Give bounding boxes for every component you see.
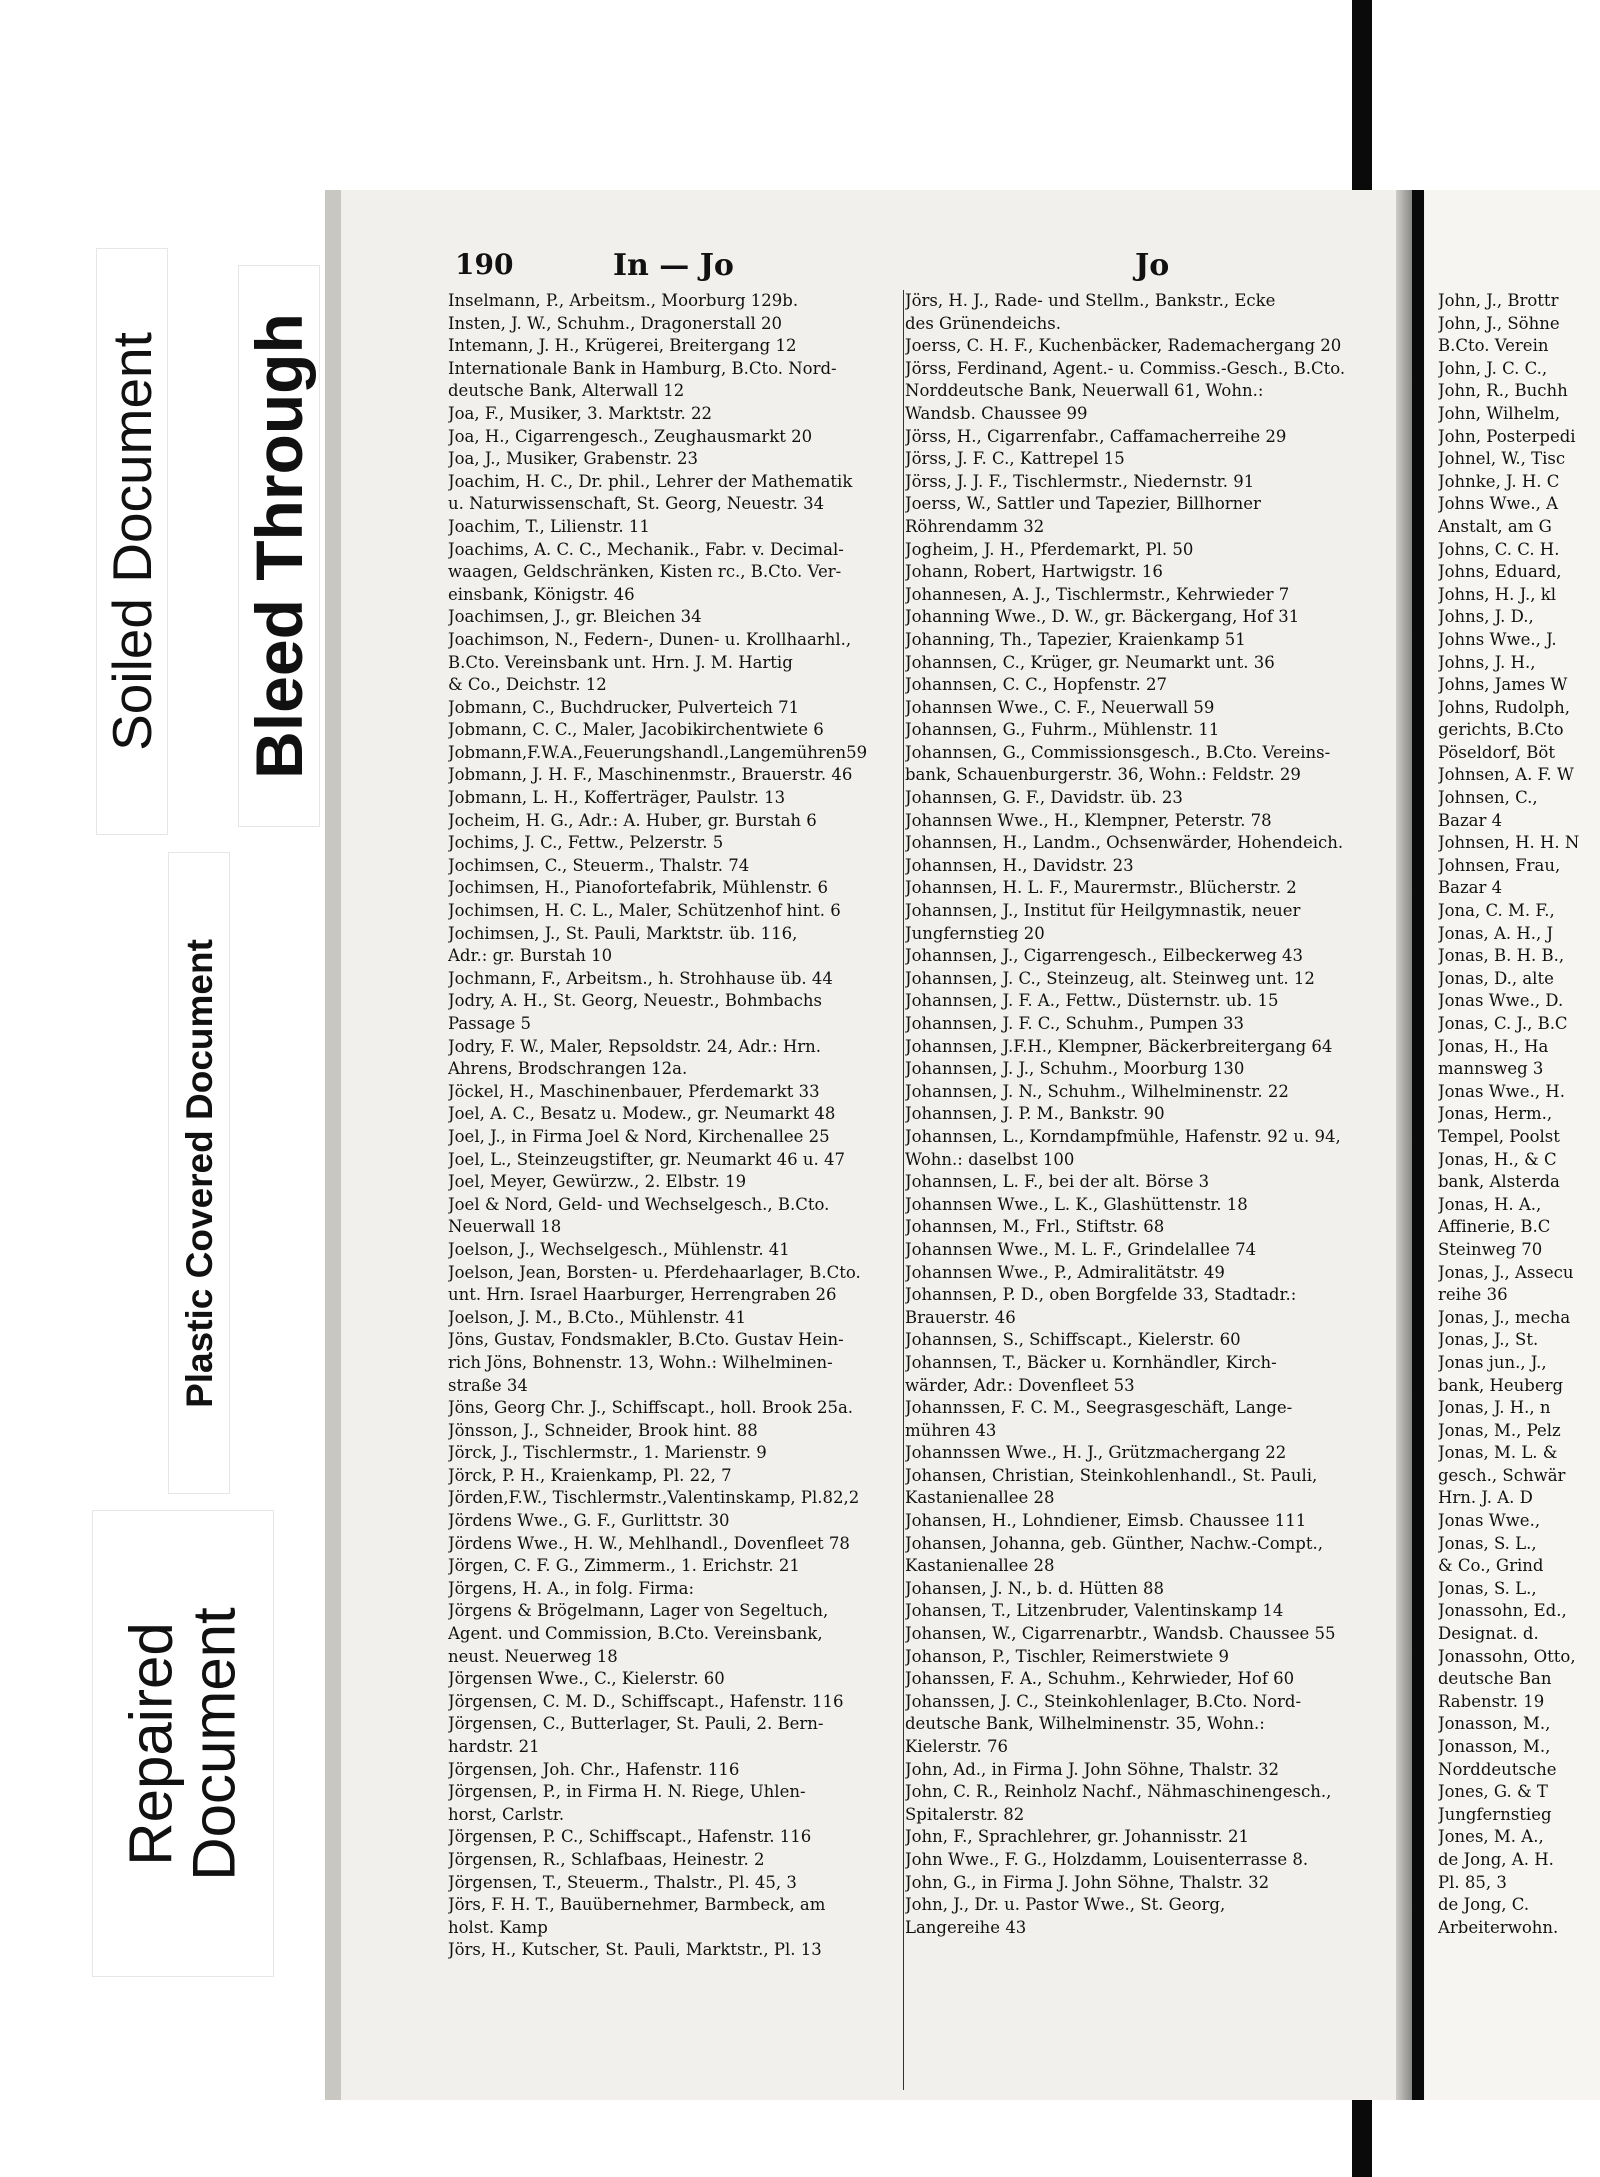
middle-column [905, 290, 1355, 1939]
directory-entry: Johnsen, C., [1438, 788, 1538, 808]
directory-entry: Steinweg 70 [1438, 1239, 1543, 1259]
directory-entry: Joelson, J., Wechselgesch., Mühlenstr. 41 [448, 1239, 790, 1259]
directory-entry: deutsche Bank, Wilhelminenstr. 35, Wohn.: [905, 1714, 1265, 1734]
directory-entry: Jörgensen, P. C., Schiffscapt., Hafenstr. 116 [448, 1827, 812, 1847]
directory-entry: Tempel, Poolst [1438, 1126, 1560, 1146]
directory-entry: Joel & Nord, Geld- und Wechselgesch., B.Cto. [448, 1194, 830, 1214]
directory-entry: Joachims, A. C. C., Mechanik., Fabr. v. Decimal- [448, 539, 844, 559]
directory-entry: Joa, J., Musiker, Grabenstr. 23 [448, 449, 699, 469]
soiled-document-text: Soiled Document [100, 332, 163, 751]
directory-entry: Jonas, J., Assecu [1438, 1262, 1574, 1282]
directory-entry: Jonas, S. L., [1438, 1578, 1537, 1598]
directory-entry: Jörgen, C. F. G., Zimmerm., 1. Erichstr. 21 [448, 1556, 800, 1576]
directory-entry: Johannssen Wwe., H. J., Grützmachergang 22 [905, 1443, 1287, 1463]
directory-entry: Rabenstr. 19 [1438, 1691, 1545, 1711]
directory-entry: Jörgensen, T., Steuerm., Thalstr., Pl. 45, 3 [448, 1872, 797, 1892]
directory-entry: Jonas Wwe., D. [1438, 991, 1564, 1011]
directory-entry: Designat. d. [1438, 1624, 1539, 1644]
directory-entry: Joachimson, N., Federn-, Dunen- u. Krollhaarhl., [448, 629, 852, 649]
directory-entry: Johannsen Wwe., H., Klempner, Peterstr. 78 [905, 810, 1272, 830]
directory-entry: Johannsen, J., Cigarrengesch., Eilbeckerweg 43 [905, 946, 1304, 966]
directory-entry: Jonassohn, Otto, [1438, 1646, 1576, 1666]
directory-entry: Johannsen, J. P. M., Bankstr. 90 [905, 1104, 1165, 1124]
directory-entry: Jona, C. M. F., [1438, 901, 1555, 921]
directory-entry: gerichts, B.Cto [1438, 720, 1564, 740]
directory-entry: Norddeutsche [1438, 1759, 1557, 1779]
directory-entry: Anstalt, am G [1438, 516, 1552, 536]
directory-entry: Joa, F., Musiker, 3. Marktstr. 22 [448, 403, 712, 423]
directory-entry: Jörgensen, C., Butterlager, St. Pauli, 2. Bern- [448, 1714, 824, 1734]
directory-entry: Jörs, H. J., Rade- und Stellm., Bankstr., Ecke [905, 291, 1276, 310]
directory-entry: John, J. C. C., [1438, 358, 1548, 378]
directory-entry: Johanning, Th., Tapezier, Kraienkamp 51 [905, 629, 1246, 649]
directory-entry: waagen, Geldschränken, Kisten rc., B.Cto. Ver- [448, 562, 842, 582]
directory-entry: Johns, James W [1438, 675, 1568, 695]
directory-entry: de Jong, A. H. [1438, 1849, 1554, 1869]
directory-entry: Johanssen, F. A., Schuhm., Kehrwieder, Hof 60 [905, 1669, 1295, 1689]
directory-entry: B.Cto. Verein [1438, 336, 1549, 356]
directory-entry: Jochimsen, H. C. L., Maler, Schützenhof hint. 6 [448, 901, 841, 921]
column-divider [903, 290, 904, 2090]
directory-entry: Jonas, H., Ha [1438, 1036, 1549, 1056]
directory-entry: Agent. und Commission, B.Cto. Vereinsbank, [448, 1624, 823, 1644]
directory-entry: Jochimsen, J., St. Pauli, Marktstr. üb. 116, [448, 923, 798, 943]
directory-entry: Johannsen, L. F., bei der alt. Börse 3 [905, 1172, 1210, 1192]
directory-entry: Jörss, J. F. C., Kattrepel 15 [905, 449, 1125, 469]
directory-entry: Pl. 85, 3 [1438, 1872, 1507, 1892]
directory-entry: Joel, J., in Firma Joel & Nord, Kirchenallee 25 [448, 1126, 830, 1146]
directory-entry: rich Jöns, Bohnenstr. 13, Wohn.: Wilhelminen- [448, 1352, 833, 1372]
directory-entry: Jonasson, M., [1438, 1737, 1551, 1756]
directory-entry: Jonas jun., J., [1438, 1352, 1547, 1372]
directory-entry: Johannsen, G. F., Davidstr. üb. 23 [905, 788, 1183, 808]
directory-entry: Jonas, H. A., [1438, 1194, 1542, 1214]
directory-entry: Jonas, Herm., [1438, 1104, 1553, 1124]
directory-entry: Jonas, M. L. & [1438, 1443, 1558, 1463]
directory-entry: Johnsen, H. H. N [1438, 833, 1580, 853]
soiled-document-label [96, 248, 168, 835]
directory-entry: Joelson, J. M., B.Cto., Mühlenstr. 41 [448, 1307, 747, 1327]
page-gutter [1412, 190, 1424, 2100]
directory-entry: & Co., Grind [1438, 1556, 1544, 1576]
directory-entry: Jonas, J., mecha [1438, 1307, 1571, 1327]
directory-entry: Johannsen, T., Bäcker u. Kornhändler, Kirch- [905, 1352, 1277, 1372]
directory-entry: John Wwe., F. G., Holzdamm, Louisenterrasse 8. [905, 1849, 1309, 1869]
directory-entry: Johnke, J. H. C [1438, 471, 1560, 491]
plastic-covered-text: Plastic Covered Document [178, 938, 220, 1408]
repaired-document-label [92, 1510, 274, 1977]
directory-entry: Insten, J. W., Schuhm., Dragonerstall 20 [448, 313, 783, 333]
directory-entry: Johansen, J. N., b. d. Hütten 88 [905, 1578, 1164, 1598]
directory-entry: Jonassohn, Ed., [1438, 1601, 1567, 1621]
directory-entry: Jonas, S. L., [1438, 1533, 1537, 1553]
directory-entry: Jobmann, C., Buchdrucker, Pulverteich 71 [448, 697, 800, 717]
directory-entry: Jonas, B. H. B., [1438, 946, 1565, 966]
directory-entry: Joa, H., Cigarrengesch., Zeughausmarkt 20 [448, 426, 813, 446]
directory-entry: Jörgensen, R., Schlafbaas, Heinestr. 2 [448, 1849, 765, 1869]
directory-entry: Jobmann,F.W.A.,Feuerungshandl.,Langemühren59 [448, 742, 868, 762]
directory-entry: Johns Wwe., J. [1438, 629, 1557, 649]
directory-entry: Jörgens & Brögelmann, Lager von Segeltuch, [448, 1601, 829, 1621]
directory-entry: Johannsen Wwe., C. F., Neuerwall 59 [905, 697, 1215, 717]
directory-entry: Jonas, J., St. [1438, 1330, 1539, 1350]
directory-entry: straße 34 [448, 1375, 528, 1395]
directory-entry: Joel, A. C., Besatz u. Modew., gr. Neumarkt 48 [448, 1104, 836, 1124]
directory-entry: Jonasson, M., [1438, 1714, 1551, 1734]
directory-entry: Jörss, J. J. F., Tischlermstr., Niedernstr. 91 [905, 471, 1255, 491]
directory-entry: Johannsen, H., Landm., Ochsenwärder, Hohendeich. [905, 833, 1344, 853]
directory-entry: Jobmann, J. H. F., Maschinenmstr., Brauerstr. 46 [448, 765, 853, 785]
directory-entry: Johns, J. H., [1438, 652, 1536, 672]
directory-entry: Johansen, Johanna, geb. Günther, Nachw.-Compt., [905, 1533, 1323, 1553]
directory-entry: Joachimsen, J., gr. Bleichen 34 [448, 607, 702, 627]
directory-entry: bank, Alsterda [1438, 1172, 1560, 1192]
directory-entry: deutsche Bank, Alterwall 12 [448, 381, 685, 401]
directory-entry: Joachim, T., Lilienstr. 11 [448, 516, 650, 536]
bleed-through-text: Bleed Through [242, 313, 316, 779]
directory-entry: Jonas, J. H., n [1438, 1398, 1551, 1418]
directory-entry: Jörgensen, C. M. D., Schiffscapt., Hafenstr. 116 [448, 1691, 844, 1711]
directory-entry: Brauerstr. 46 [905, 1307, 1016, 1327]
directory-entry: Jobmann, L. H., Kofferträger, Paulstr. 13 [448, 788, 786, 808]
page-title-range: In — Jo [613, 248, 734, 283]
directory-entry: John, Ad., in Firma J. John Söhne, Thalstr. 32 [905, 1759, 1280, 1779]
directory-entry: Johns, H. J., kl [1438, 584, 1556, 604]
directory-entry: John, G., in Firma J. John Söhne, Thalstr. 32 [905, 1872, 1270, 1892]
directory-entry: Johannsen, M., Frl., Stiftstr. 68 [905, 1217, 1165, 1237]
directory-entry: bank, Schauenburgerstr. 36, Wohn.: Feldstr. 29 [905, 765, 1301, 785]
directory-entry: Bazar 4 [1438, 810, 1503, 830]
directory-entry: Jonas, A. H., J [1438, 923, 1554, 943]
directory-entry: unt. Hrn. Israel Haarburger, Herrengraben 26 [448, 1285, 837, 1305]
directory-entry: Intemann, J. H., Krügerei, Breitergang 12 [448, 336, 797, 356]
directory-entry: Jörden,F.W., Tischlermstr.,Valentinskamp, Pl.82,2 [448, 1488, 860, 1508]
bleed-through-label [238, 265, 320, 827]
directory-entry: Johannsen Wwe., M. L. F., Grindelallee 74 [905, 1239, 1257, 1259]
directory-entry: Johannsen, J.F.H., Klempner, Bäckerbreitergang 64 [905, 1036, 1333, 1056]
directory-entry: reihe 36 [1438, 1285, 1508, 1305]
directory-entry: Johnel, W., Tisc [1438, 449, 1566, 469]
directory-entry: Jörgensen, P., in Firma H. N. Riege, Uhlen- [448, 1782, 806, 1802]
directory-entry: John, Wilhelm, [1438, 403, 1561, 423]
directory-entry: Jöckel, H., Maschinenbauer, Pferdemarkt 33 [448, 1081, 820, 1101]
directory-entry: Ahrens, Brodschrangen 12a. [448, 1059, 688, 1079]
directory-entry: de Jong, C. [1438, 1895, 1530, 1915]
directory-entry: Jördens Wwe., H. W., Mehlhandl., Dovenfleet 78 [448, 1533, 850, 1553]
directory-entry: Jörgens, H. A., in folg. Firma: [448, 1578, 695, 1598]
directory-entry: Johannsen, J. C., Steinzeug, alt. Steinweg unt. 12 [905, 968, 1315, 988]
directory-entry: Johns Wwe., A [1438, 494, 1559, 514]
directory-entry: Jodry, F. W., Maler, Repsoldstr. 24, Adr.: Hrn. [448, 1036, 822, 1056]
directory-entry: Johanson, P., Tischler, Reimerstwiete 9 [905, 1646, 1230, 1666]
directory-entry: John, J., Brottr [1438, 291, 1559, 310]
directory-entry: Jochims, J. C., Fettw., Pelzerstr. 5 [448, 833, 724, 853]
directory-entry: Johannsen, C. C., Hopfenstr. 27 [905, 675, 1167, 695]
directory-entry: Johannsen, L., Korndampfmühle, Hafenstr. 92 u. 94, [905, 1126, 1341, 1146]
directory-entry: gesch., Schwär [1438, 1465, 1566, 1485]
directory-entry: Johansen, Christian, Steinkohlenhandl., St. Pauli, [905, 1465, 1318, 1485]
next-page-column [1438, 290, 1600, 1939]
directory-entry: Jochmann, F., Arbeitsm., h. Strohhause üb. 44 [448, 968, 833, 988]
directory-entry: Joerss, W., Sattler und Tapezier, Billhorner [905, 494, 1261, 514]
directory-entry: Johanssen, J. C., Steinkohlenlager, B.Cto. Nord- [905, 1691, 1302, 1711]
directory-entry: neust. Neuerweg 18 [448, 1646, 618, 1666]
directory-entry: Jungfernstieg [1438, 1804, 1552, 1824]
directory-entry: Jodry, A. H., St. Georg, Neuestr., Bohmbachs [448, 991, 822, 1011]
directory-entry: B.Cto. Vereinsbank unt. Hrn. J. M. Hartig [448, 652, 793, 672]
plastic-covered-label [168, 852, 230, 1494]
directory-entry: holst. Kamp [448, 1917, 548, 1937]
directory-entry: u. Naturwissenschaft, St. Georg, Neuestr. 34 [448, 494, 825, 514]
directory-entry: Affinerie, B.C [1438, 1217, 1551, 1237]
directory-entry: Joerss, C. H. F., Kuchenbäcker, Rademachergang 20 [905, 336, 1342, 356]
directory-entry: des Grünendeichs. [905, 313, 1061, 333]
directory-entry: Internationale Bank in Hamburg, B.Cto. Nord- [448, 358, 837, 378]
directory-entry: Joelson, Jean, Borsten- u. Pferdehaarlager, B.Cto. [448, 1262, 861, 1282]
directory-entry: Johannsen, P. D., oben Borgfelde 33, Stadtadr.: [905, 1285, 1297, 1305]
directory-entry: John, F., Sprachlehrer, gr. Johannisstr. 21 [905, 1827, 1250, 1847]
directory-entry: Jörs, H., Kutscher, St. Pauli, Marktstr., Pl. 13 [448, 1940, 822, 1960]
directory-entry: Pöseldorf, Böt [1438, 742, 1555, 762]
directory-entry: Kastanienallee 28 [905, 1556, 1055, 1576]
directory-entry: Neuerwall 18 [448, 1217, 562, 1237]
directory-entry: Johannsen, S., Schiffscapt., Kielerstr. 60 [905, 1330, 1241, 1350]
directory-entry: Jönsson, J., Schneider, Brook hint. 88 [448, 1420, 758, 1440]
directory-entry: Jörss, H., Cigarrenfabr., Caffamacherreihe 29 [905, 426, 1287, 446]
directory-entry: deutsche Ban [1438, 1669, 1552, 1689]
directory-entry: & Co., Deichstr. 12 [448, 675, 607, 695]
directory-entry: Wohn.: daselbst 100 [905, 1149, 1075, 1169]
binding-tab-top [1352, 0, 1372, 190]
directory-entry: Johannesen, A. J., Tischlermstr., Kehrwieder 7 [905, 584, 1290, 604]
directory-entry: Jöns, Gustav, Fondsmakler, B.Cto. Gustav Hein- [448, 1330, 844, 1350]
directory-entry: Kielerstr. 76 [905, 1737, 1008, 1756]
directory-entry: Jogheim, J. H., Pferdemarkt, Pl. 50 [905, 539, 1194, 559]
directory-entry: Johns, Rudolph, [1438, 697, 1571, 717]
directory-entry: Johansen, H., Lohndiener, Eimsb. Chaussee 111 [905, 1511, 1307, 1531]
directory-entry: John, R., Buchh [1438, 381, 1568, 401]
directory-entry: mühren 43 [905, 1420, 997, 1440]
directory-entry: Johnsen, Frau, [1438, 855, 1561, 875]
directory-entry: Jonas, D., alte [1438, 968, 1554, 988]
directory-entry: Spitalerstr. 82 [905, 1804, 1025, 1824]
directory-entry: John, C. R., Reinholz Nachf., Nähmaschinengesch., [905, 1782, 1332, 1802]
directory-entry: Johns, Eduard, [1438, 562, 1562, 582]
directory-entry: Wandsb. Chaussee 99 [905, 403, 1088, 423]
directory-entry: hardstr. 21 [448, 1737, 540, 1756]
directory-entry: Johns, J. D., [1438, 607, 1534, 627]
directory-entry: Jobmann, C. C., Maler, Jacobikirchentwiete 6 [448, 720, 824, 740]
directory-entry: Röhrendamm 32 [905, 516, 1045, 536]
directory-entry: Johannssen, F. C. M., Seegrasgeschäft, Lange- [905, 1398, 1293, 1418]
directory-entry: Jochimsen, C., Steuerm., Thalstr. 74 [448, 855, 750, 875]
directory-entry: Jörgensen Wwe., C., Kielerstr. 60 [448, 1669, 725, 1689]
directory-entry: Johanning Wwe., D. W., gr. Bäckergang, Hof 31 [905, 607, 1300, 627]
directory-entry: Johannsen, J., Institut für Heilgymnastik, neuer [905, 901, 1301, 921]
directory-entry: Jonas Wwe., [1438, 1511, 1541, 1531]
page-number: 190 [455, 248, 514, 281]
directory-entry: Jörgensen, Joh. Chr., Hafenstr. 116 [448, 1759, 740, 1779]
directory-entry: Johannsen, C., Krüger, gr. Neumarkt unt. 36 [905, 652, 1275, 672]
directory-entry: Bazar 4 [1438, 878, 1503, 898]
directory-entry: John, J., Söhne [1438, 313, 1560, 333]
directory-entry: Johns, C. C. H. [1438, 539, 1560, 559]
directory-entry: Johannsen, G., Commissionsgesch., B.Cto. Vereins- [905, 742, 1331, 762]
directory-entry: Jochimsen, H., Pianofortefabrik, Mühlenstr. 6 [448, 878, 829, 898]
directory-entry: Passage 5 [448, 1014, 532, 1033]
directory-entry: Johnsen, A. F. W [1438, 765, 1574, 785]
directory-entry: Jonas Wwe., H. [1438, 1081, 1565, 1101]
directory-entry: Jöns, Georg Chr. J., Schiffscapt., holl. Brook 25a. [448, 1398, 854, 1418]
directory-entry: Johansen, T., Litzenbruder, Valentinskamp 14 [905, 1601, 1284, 1621]
directory-entry: Johannsen, J. N., Schuhm., Wilhelminenstr. 22 [905, 1081, 1289, 1101]
directory-entry: Joachim, H. C., Dr. phil., Lehrer der Mathematik [448, 471, 853, 491]
directory-entry: Norddeutsche Bank, Neuerwall 61, Wohn.: [905, 381, 1264, 401]
directory-entry: Jonas, H., & C [1438, 1149, 1557, 1169]
directory-entry: Jörs, F. H. T., Bauübernehmer, Barmbeck, am [448, 1895, 826, 1915]
directory-entry: horst, Carlstr. [448, 1804, 565, 1824]
directory-entry: Johansen, W., Cigarrenarbtr., Wandsb. Chaussee 55 [905, 1624, 1336, 1644]
directory-entry: Jördens Wwe., G. F., Gurlittstr. 30 [448, 1511, 730, 1531]
directory-entry: Jungfernstieg 20 [905, 923, 1045, 943]
directory-entry: Johannsen, J. J., Schuhm., Moorburg 130 [905, 1059, 1245, 1079]
left-column [448, 290, 898, 1962]
page-title-right: Jo [1135, 248, 1170, 283]
directory-entry: Jonas, M., Pelz [1438, 1420, 1561, 1440]
directory-entry: Inselmann, P., Arbeitsm., Moorburg 129b. [448, 291, 799, 310]
page-header [455, 248, 1385, 284]
directory-entry: Jörck, J., Tischlermstr., 1. Marienstr. 9 [448, 1443, 767, 1463]
directory-entry: Jonas, C. J., B.C [1438, 1014, 1568, 1033]
repaired-document-text: Repaired Document [118, 1606, 248, 1881]
directory-entry: bank, Heuberg [1438, 1375, 1564, 1395]
directory-entry: Johannsen Wwe., P., Admiralitätstr. 49 [905, 1262, 1225, 1282]
directory-entry: Jörck, P. H., Kraienkamp, Pl. 22, 7 [448, 1465, 732, 1485]
directory-entry: Adr.: gr. Burstah 10 [448, 946, 613, 966]
directory-entry: Langereihe 43 [905, 1917, 1027, 1937]
directory-entry: Johannsen, G., Fuhrm., Mühlenstr. 11 [905, 720, 1220, 740]
directory-entry: Johann, Robert, Hartwigstr. 16 [905, 562, 1163, 582]
directory-entry: Joel, Meyer, Gewürzw., 2. Elbstr. 19 [448, 1172, 747, 1192]
directory-entry: Jones, G. & T [1438, 1782, 1548, 1802]
directory-entry: Jocheim, H. G., Adr.: A. Huber, gr. Burstah 6 [448, 810, 817, 830]
directory-entry: Johannsen, J. F. A., Fettw., Düsternstr. ub. 15 [905, 991, 1279, 1011]
directory-entry: Joel, L., Steinzeugstifter, gr. Neumarkt 46 u. 47 [448, 1149, 846, 1169]
directory-entry: Jones, M. A., [1438, 1827, 1544, 1847]
directory-entry: wärder, Adr.: Dovenfleet 53 [905, 1375, 1135, 1395]
directory-entry: mannsweg 3 [1438, 1059, 1544, 1079]
directory-entry: Kastanienallee 28 [905, 1488, 1055, 1508]
directory-entry: Arbeiterwohn. [1438, 1917, 1559, 1937]
directory-entry: John, Posterpedi [1438, 426, 1576, 446]
directory-entry: Johannsen, J. F. C., Schuhm., Pumpen 33 [905, 1014, 1244, 1033]
directory-entry: einsbank, Königstr. 46 [448, 584, 635, 604]
directory-entry: Hrn. J. A. D [1438, 1488, 1533, 1508]
directory-entry: Johannsen, H. L. F., Maurermstr., Blücherstr. 2 [905, 878, 1297, 898]
directory-entry: John, J., Dr. u. Pastor Wwe., St. Georg, [905, 1895, 1226, 1915]
directory-entry: Johannsen Wwe., L. K., Glashüttenstr. 18 [905, 1194, 1248, 1214]
directory-entry: Johannsen, H., Davidstr. 23 [905, 855, 1134, 875]
directory-entry: Jörss, Ferdinand, Agent.- u. Commiss.-Gesch., B.Cto. [905, 358, 1346, 378]
